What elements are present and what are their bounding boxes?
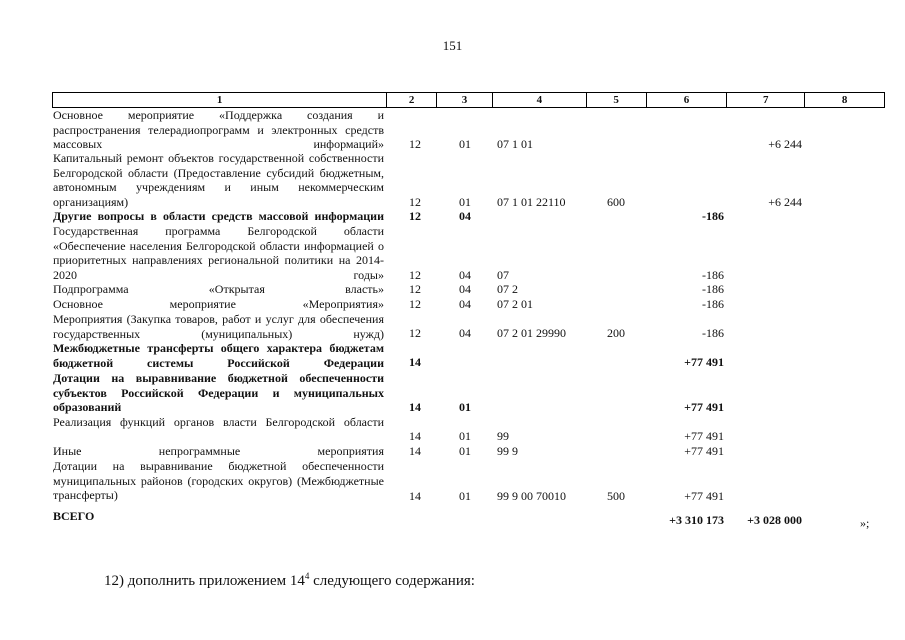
row-name: Подпрограмма «Открытая власть»: [53, 282, 384, 296]
row-subsection: 01: [459, 195, 471, 209]
table-header: [52, 92, 885, 108]
row-section: 14: [409, 429, 421, 443]
row-target-article: 07: [497, 268, 509, 282]
row-amount-1: +77 491: [684, 355, 724, 369]
row-amount-1: -186: [702, 268, 724, 282]
row-amount-1: -186: [702, 297, 724, 311]
row-expense-type: 500: [607, 489, 625, 503]
row-amount-1: +77 491: [684, 429, 724, 443]
row-target-article: 99: [497, 429, 509, 443]
row-name: Межбюджетные трансферты общего характера бюджетам бюджетной системы Российской Федерации: [53, 341, 384, 370]
row-section: 12: [409, 137, 421, 151]
row-section: 12: [409, 268, 421, 282]
row-amount-2: +6 244: [768, 137, 802, 151]
row-target-article: 99 9 00 70010: [497, 489, 566, 503]
row-expense-type: 200: [607, 326, 625, 340]
row-section: 12: [409, 297, 421, 311]
row-target-article: 07 1 01: [497, 137, 533, 151]
row-name: Мероприятия (Закупка товаров, работ и услуг для обеспечения государственных (муниципальных) нужд): [53, 312, 384, 341]
header-col-1: 1: [53, 93, 387, 107]
row-subsection: 01: [459, 400, 471, 414]
row-section: 12: [409, 282, 421, 296]
row-subsection: 01: [459, 489, 471, 503]
row-amount-1: +77 491: [684, 444, 724, 458]
row-target-article: 07 2: [497, 282, 518, 296]
closing-mark: »;: [860, 516, 870, 530]
row-amount-1: +3 310 173: [669, 513, 724, 527]
row-name: Капитальный ремонт объектов государственной собственности Белгородской области (Предоставление субсидий бюджетным, автономным учреждениям и иным некоммерческим организациям): [53, 151, 384, 209]
row-name: Дотации на выравнивание бюджетной обеспеченности муниципальных районов (городских округов) (Межбюджетные трансферты): [53, 459, 384, 502]
row-subsection: 04: [459, 326, 471, 340]
row-amount-1: +77 491: [684, 489, 724, 503]
row-target-article: 07 2 01: [497, 297, 533, 311]
row-subsection: 04: [459, 297, 471, 311]
row-expense-type: 600: [607, 195, 625, 209]
row-amount-2: +3 028 000: [747, 513, 802, 527]
row-section: 14: [409, 489, 421, 503]
row-name: Основное мероприятие «Поддержка создания и распространения телерадиопрограмм и электронных средств массовых информаций»: [53, 108, 384, 151]
row-section: 14: [409, 444, 421, 458]
header-col-2: 2: [387, 93, 437, 107]
row-subsection: 01: [459, 444, 471, 458]
row-name: Иные непрограммные мероприятия: [53, 444, 384, 458]
row-subsection: 04: [459, 268, 471, 282]
row-section: 12: [409, 209, 421, 223]
row-subsection: 01: [459, 137, 471, 151]
row-amount-2: +6 244: [768, 195, 802, 209]
row-amount-1: -186: [702, 326, 724, 340]
header-col-5: 5: [587, 93, 647, 107]
row-name: Реализация функций органов власти Белгородской области: [53, 415, 384, 429]
row-amount-1: -186: [702, 209, 724, 223]
row-name: Другие вопросы в области средств массовой информации: [53, 209, 384, 223]
row-section: 12: [409, 195, 421, 209]
amendment-prefix: 12) дополнить приложением 14: [104, 573, 305, 589]
row-section: 14: [409, 400, 421, 414]
header-col-8: 8: [841, 94, 848, 106]
row-subsection: 01: [459, 429, 471, 443]
header-col-3: 3: [437, 93, 493, 107]
row-name: ВСЕГО: [53, 509, 95, 523]
header-col-6: 6: [647, 93, 728, 107]
row-name: Дотации на выравнивание бюджетной обеспеченности субъектов Российской Федерации и муниципальных образований: [53, 371, 384, 414]
row-name: Государственная программа Белгородской области «Обеспечение населения Белгородской области информацией о приоритетных направлениях региональной политики на 2014-2020 годы»: [53, 224, 384, 282]
row-target-article: 07 1 01 22110: [497, 195, 566, 209]
row-subsection: 04: [459, 209, 471, 223]
row-subsection: 04: [459, 282, 471, 296]
header-col-7: 7: [727, 93, 805, 107]
amendment-suffix: следующего содержания:: [309, 573, 475, 589]
header-col-4: 4: [493, 93, 587, 107]
row-amount-1: -186: [702, 282, 724, 296]
row-section: 14: [409, 355, 421, 369]
amendment-text: [104, 571, 475, 590]
row-name: Основное мероприятие «Мероприятия»: [53, 297, 384, 311]
row-amount-1: +77 491: [684, 400, 724, 414]
row-section: 12: [409, 326, 421, 340]
row-target-article: 99 9: [497, 444, 518, 458]
page-number: 151: [442, 38, 463, 53]
row-target-article: 07 2 01 29990: [497, 326, 566, 340]
amendment-sup: 4: [304, 571, 310, 581]
